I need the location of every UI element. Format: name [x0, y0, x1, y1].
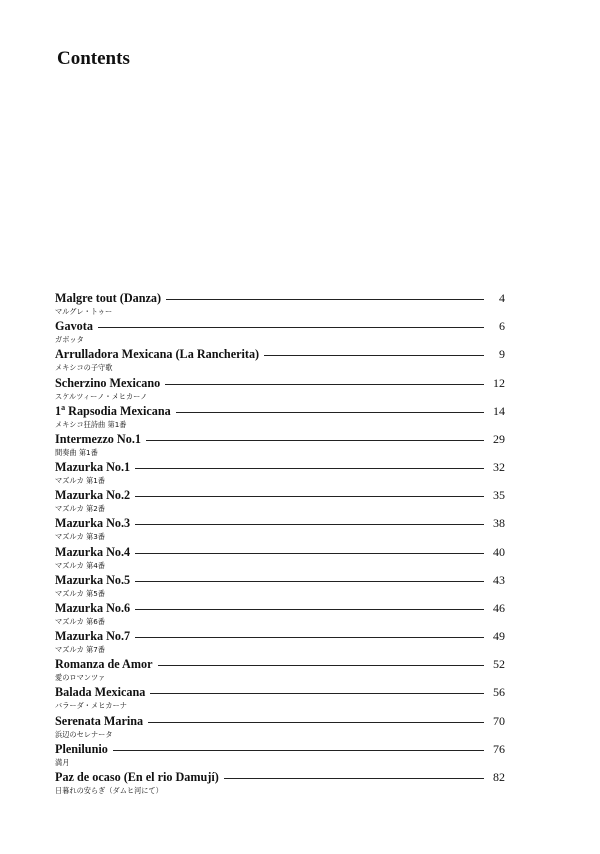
- entry-title: Scherzino Mexicano: [55, 375, 161, 390]
- entry-subtitle: マルグレ・トゥー: [55, 307, 113, 316]
- entry-title-number: 1: [55, 404, 62, 419]
- toc-entry[interactable]: [55, 545, 505, 573]
- entry-title: Malgre tout (Danza): [55, 291, 162, 305]
- leader-line: [166, 299, 484, 300]
- entry-subtitle: バラーダ・メヒカーナ: [55, 701, 127, 711]
- entry-title: Mazurka No.5: [55, 572, 131, 587]
- entry-title: Mazurka No.7: [55, 629, 131, 644]
- entry-page: 52: [493, 657, 505, 672]
- entry-title: Mazurka No.4: [55, 544, 131, 559]
- entry-subtitle: 愛のロマンツァ: [55, 673, 106, 683]
- entry-subtitle: スケルツィーノ・メヒカーノ: [55, 391, 148, 401]
- entry-subtitle: メキシコの子守歌: [55, 363, 113, 373]
- entry-subtitle: マズルカ 第3番: [55, 532, 105, 542]
- entry-title: Mazurka No.2: [55, 488, 131, 503]
- entry-page: 76: [493, 741, 505, 756]
- leader-line: [135, 496, 484, 497]
- entry-title: Mazurka No.3: [55, 516, 131, 531]
- page-title: Contents: [57, 48, 130, 69]
- leader-line: [224, 778, 484, 779]
- toc-entry[interactable]: [55, 573, 505, 601]
- entry-page: 29: [493, 431, 505, 446]
- entry-title: Plenilunio: [55, 741, 108, 756]
- table-of-contents: [55, 291, 505, 798]
- toc-entry[interactable]: [55, 714, 505, 742]
- entry-page: 46: [493, 600, 505, 615]
- leader-line: [158, 665, 485, 666]
- leader-line: [135, 553, 484, 554]
- entry-subtitle: ガボッタ: [55, 335, 84, 345]
- entry-subtitle: マズルカ 第2番: [55, 504, 105, 514]
- toc-entry[interactable]: [55, 404, 505, 432]
- entry-subtitle: 浜辺のセレナータ: [55, 729, 113, 739]
- entry-page: 9: [499, 347, 505, 362]
- leader-line: [165, 384, 484, 385]
- entry-subtitle: マズルカ 第4番: [55, 560, 105, 570]
- toc-entry[interactable]: [55, 742, 505, 770]
- entry-title: Balada Mexicana: [55, 685, 146, 700]
- entry-title: [55, 403, 171, 419]
- entry-title: Paz de ocaso (En el rio Damují): [55, 769, 219, 784]
- entry-subtitle: マズルカ 第5番: [55, 588, 105, 598]
- entry-title: Intermezzo No.1: [55, 431, 141, 446]
- entry-page: 38: [493, 516, 505, 531]
- toc-entry[interactable]: [55, 601, 505, 629]
- toc-entry[interactable]: [55, 685, 505, 713]
- leader-line: [113, 750, 484, 751]
- entry-page: 35: [493, 488, 505, 503]
- entry-subtitle: マズルカ 第7番: [55, 645, 105, 655]
- entry-page: 32: [493, 460, 505, 475]
- toc-entry[interactable]: [55, 432, 505, 460]
- toc-entry[interactable]: [55, 291, 505, 319]
- toc-entry[interactable]: [55, 460, 505, 488]
- toc-entry[interactable]: [55, 657, 505, 685]
- leader-line: [135, 581, 484, 582]
- leader-line: [135, 468, 484, 469]
- entry-subtitle: マズルカ 第1番: [55, 476, 105, 486]
- toc-entry[interactable]: [55, 488, 505, 516]
- leader-line: [135, 637, 484, 638]
- entry-title: Arrulladora Mexicana (La Rancherita): [55, 347, 260, 362]
- entry-title: Gavota: [55, 319, 93, 334]
- entry-page: 12: [493, 375, 505, 390]
- toc-entry[interactable]: [55, 629, 505, 657]
- leader-line: [264, 355, 484, 356]
- entry-page: 70: [493, 713, 505, 728]
- entry-title-text: Rapsodia Mexicana: [65, 404, 171, 419]
- entry-title-superscript: a: [61, 403, 66, 413]
- leader-line: [176, 412, 484, 413]
- entry-subtitle: マズルカ 第6番: [55, 616, 105, 626]
- entry-subtitle: 間奏曲 第1番: [55, 447, 98, 457]
- toc-entry[interactable]: [55, 347, 505, 375]
- entry-title: Serenata Marina: [55, 713, 144, 728]
- leader-line: [146, 440, 484, 441]
- leader-line: [150, 693, 484, 694]
- entry-subtitle: 満月: [55, 757, 70, 767]
- leader-line: [135, 609, 484, 610]
- entry-title: Mazurka No.1: [55, 460, 131, 475]
- entry-title: Mazurka No.6: [55, 600, 131, 615]
- leader-line: [98, 327, 484, 328]
- toc-entry[interactable]: [55, 770, 505, 798]
- entry-page: 82: [493, 769, 505, 784]
- leader-line: [135, 524, 484, 525]
- entry-page: 43: [493, 572, 505, 587]
- toc-entry[interactable]: [55, 516, 505, 544]
- entry-subtitle: 日暮れの安らぎ（ダムヒ河にて）: [55, 785, 163, 795]
- entry-page: 40: [493, 544, 505, 559]
- entry-page: 4: [499, 291, 505, 305]
- toc-entry[interactable]: [55, 376, 505, 404]
- entry-page: 6: [499, 319, 505, 334]
- entry-title: Romanza de Amor: [55, 657, 153, 672]
- entry-page: 49: [493, 629, 505, 644]
- entry-page: 14: [493, 403, 505, 418]
- entry-subtitle: メキシコ狂詩曲 第1番: [55, 419, 127, 429]
- toc-entry[interactable]: [55, 319, 505, 347]
- entry-page: 56: [493, 685, 505, 700]
- leader-line: [148, 722, 484, 723]
